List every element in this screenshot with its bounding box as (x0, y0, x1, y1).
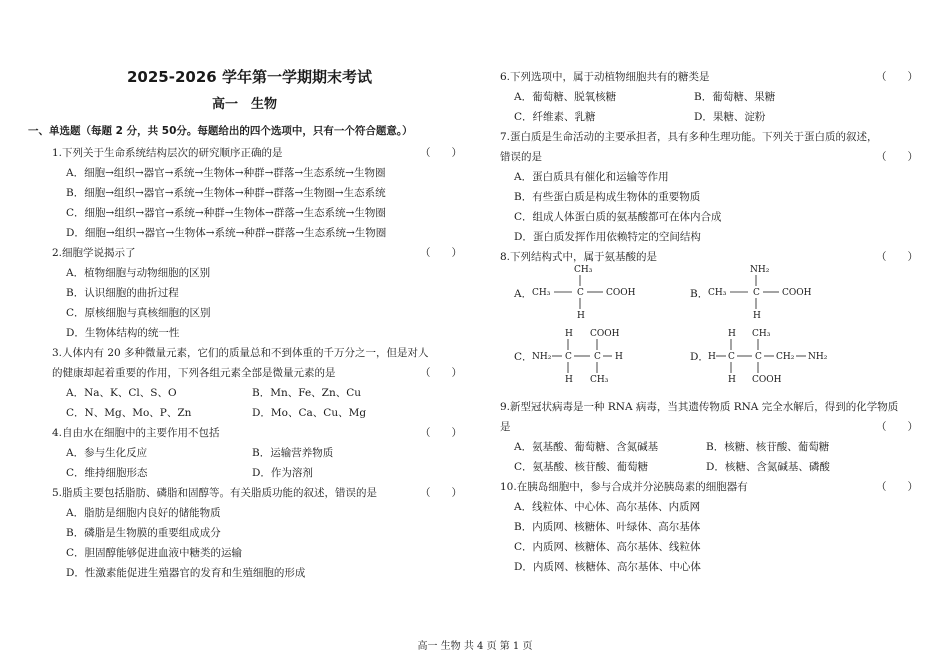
question-stem: 6.下列选项中，属于动植物细胞共有的糖类是 (500, 71, 710, 83)
atom-label: H (565, 375, 573, 385)
atom-label: H (728, 375, 736, 385)
question-stem: 2.细胞学说揭示了 (52, 247, 136, 259)
answer-bracket: （ ） (876, 151, 918, 163)
option-b: B．内质网、核糖体、叶绿体、高尔基体 (514, 521, 701, 533)
option-c: C．组成人体蛋白质的氨基酸都可在体内合成 (514, 211, 722, 223)
option-d: D．性激素能促进生殖器官的发育和生殖细胞的形成 (66, 567, 306, 579)
atom-label: C (565, 352, 572, 362)
atom-label: H (615, 352, 623, 362)
option-d: D．Mo、Ca、Cu、Mg (252, 407, 367, 419)
question-stem: 10.在胰岛细胞中，参与合成并分泌胰岛素的细胞器有 (500, 481, 748, 493)
option-b: B．细胞→组织→器官→系统→生物体→种群→群落→生物圈→生态系统 (66, 187, 386, 199)
atom-label: H (577, 311, 585, 321)
option-a: A．葡萄糖、脱氧核糖 (514, 91, 617, 103)
exam-title: 2025-2026 学年第一学期期末考试 (127, 68, 372, 86)
atom-label: NH₂ (750, 265, 770, 275)
answer-bracket: （ ） (876, 481, 918, 493)
question-stem-cont: 错误的是 (500, 151, 542, 163)
answer-bracket: （ ） (876, 421, 918, 433)
atom-label: COOH (752, 375, 782, 385)
answer-bracket: （ ） (876, 251, 918, 263)
option-c: C．内质网、核糖体、高尔基体、线粒体 (514, 541, 701, 553)
structure-a (532, 262, 642, 325)
question-stem: 7.蛋白质是生命活动的主要承担者，具有多种生理功能。下列关于蛋白质的叙述， (500, 131, 878, 143)
atom-label: C (577, 288, 584, 298)
option-b: B．运输营养物质 (252, 447, 334, 459)
question-stem: 1.下列关于生命系统结构层次的研究顺序正确的是 (52, 147, 283, 159)
answer-bracket: （ ） (420, 367, 462, 379)
question-stem: 3.人体内有 20 多种微量元素，它们的质量总和不到体重的千万分之一，但是对人 (52, 347, 429, 359)
option-b: B．Mn、Fe、Zn、Cu (252, 387, 362, 399)
option-d: D．蛋白质发挥作用依赖特定的空间结构 (514, 231, 701, 243)
option-d: D．作为溶剂 (252, 467, 313, 479)
structure-c (532, 326, 642, 389)
answer-bracket: （ ） (420, 147, 462, 159)
atom-label: H (753, 311, 761, 321)
atom-label: CH₃ (574, 265, 593, 275)
atom-label: CH₃ (590, 375, 609, 385)
answer-bracket: （ ） (420, 247, 462, 259)
atom-label: COOH (782, 288, 812, 298)
option-b: B．葡萄糖、果糖 (694, 91, 776, 103)
option-b: B． (690, 288, 709, 300)
option-d: D． (690, 351, 709, 363)
question-stem: 8.下列结构式中，属于氨基酸的是 (500, 251, 658, 263)
option-d: D．生物体结构的统一性 (66, 327, 180, 339)
question-stem-cont: 的健康却起着重要的作用，下列各组元素全部是微量元素的是 (52, 367, 336, 379)
atom-label: C (594, 352, 601, 362)
option-b: B．认识细胞的曲折过程 (66, 287, 179, 299)
option-a: A．氨基酸、葡萄糖、含氮碱基 (514, 441, 659, 453)
atom-label: C (755, 352, 762, 362)
option-a: A．细胞→组织→器官→系统→生物体→种群→群落→生态系统→生物圈 (66, 167, 386, 179)
question-stem: 4.自由水在细胞中的主要作用不包括 (52, 427, 220, 439)
atom-label: CH₂ (776, 352, 795, 362)
atom-label: NH₂ (808, 352, 828, 362)
option-d: D．核糖、含氮碱基、磷酸 (706, 461, 830, 473)
option-a: A．Na、K、Cl、S、O (66, 387, 177, 399)
atom-label: C (728, 352, 735, 362)
option-a: A．线粒体、中心体、高尔基体、内质网 (514, 501, 701, 513)
option-c: C． (514, 351, 533, 363)
option-c: C．原核细胞与真核细胞的区别 (66, 307, 211, 319)
option-c: C．维持细胞形态 (66, 467, 148, 479)
atom-label: H (565, 329, 573, 339)
answer-bracket: （ ） (420, 427, 462, 439)
atom-label: CH₃ (752, 329, 771, 339)
option-a: A． (514, 288, 533, 300)
option-a: A．蛋白质具有催化和运输等作用 (514, 171, 669, 183)
option-c: C．纤维素、乳糖 (514, 111, 596, 123)
atom-label: H (708, 352, 716, 362)
structure-d (708, 326, 868, 389)
option-a: A．脂肪是细胞内良好的储能物质 (66, 507, 221, 519)
section-heading: 一、单选题（每题 2 分，共 50分。每题给出的四个选项中，只有一个符合题意。） (28, 125, 413, 137)
atom-label: NH₂ (532, 352, 552, 362)
exam-subtitle: 高一 生物 (212, 97, 278, 112)
option-d: D．内质网、核糖体、高尔基体、中心体 (514, 561, 701, 573)
structure-b (708, 262, 818, 325)
atom-label: COOH (590, 329, 620, 339)
option-a: A．植物细胞与动物细胞的区别 (66, 267, 211, 279)
option-c: C．胆固醇能够促进血液中糖类的运输 (66, 547, 243, 559)
atom-label: C (753, 288, 760, 298)
option-b: B．有些蛋白质是构成生物体的重要物质 (514, 191, 701, 203)
option-a: A．参与生化反应 (66, 447, 148, 459)
atom-label: CH₃ (532, 288, 551, 298)
atom-label: COOH (606, 288, 636, 298)
option-d: D．果糖、淀粉 (694, 111, 766, 123)
option-d: D．细胞→组织→器官→生物体→系统→种群→群落→生态系统→生物圈 (66, 227, 387, 239)
atom-label: H (728, 329, 736, 339)
question-stem: 9.新型冠状病毒是一种 RNA 病毒，当其遗传物质 RNA 完全水解后，得到的化学物质 (500, 401, 899, 413)
question-stem: 5.脂质主要包括脂肪、磷脂和固醇等。有关脂质功能的叙述，错误的是 (52, 487, 378, 499)
page-footer: 高一 生物 共 4 页 第 1 页 (417, 641, 533, 652)
option-c: C．细胞→组织→器官→系统→种群→生物体→群落→生态系统→生物圈 (66, 207, 386, 219)
question-stem-cont: 是 (500, 421, 511, 433)
option-b: B．核糖、核苷酸、葡萄糖 (706, 441, 830, 453)
atom-label: CH₃ (708, 288, 727, 298)
answer-bracket: （ ） (876, 71, 918, 83)
option-b: B．磷脂是生物膜的重要组成成分 (66, 527, 221, 539)
answer-bracket: （ ） (420, 487, 462, 499)
option-c: C．氨基酸、核苷酸、葡萄糖 (514, 461, 649, 473)
option-c: C．N、Mg、Mo、P、Zn (66, 407, 192, 419)
